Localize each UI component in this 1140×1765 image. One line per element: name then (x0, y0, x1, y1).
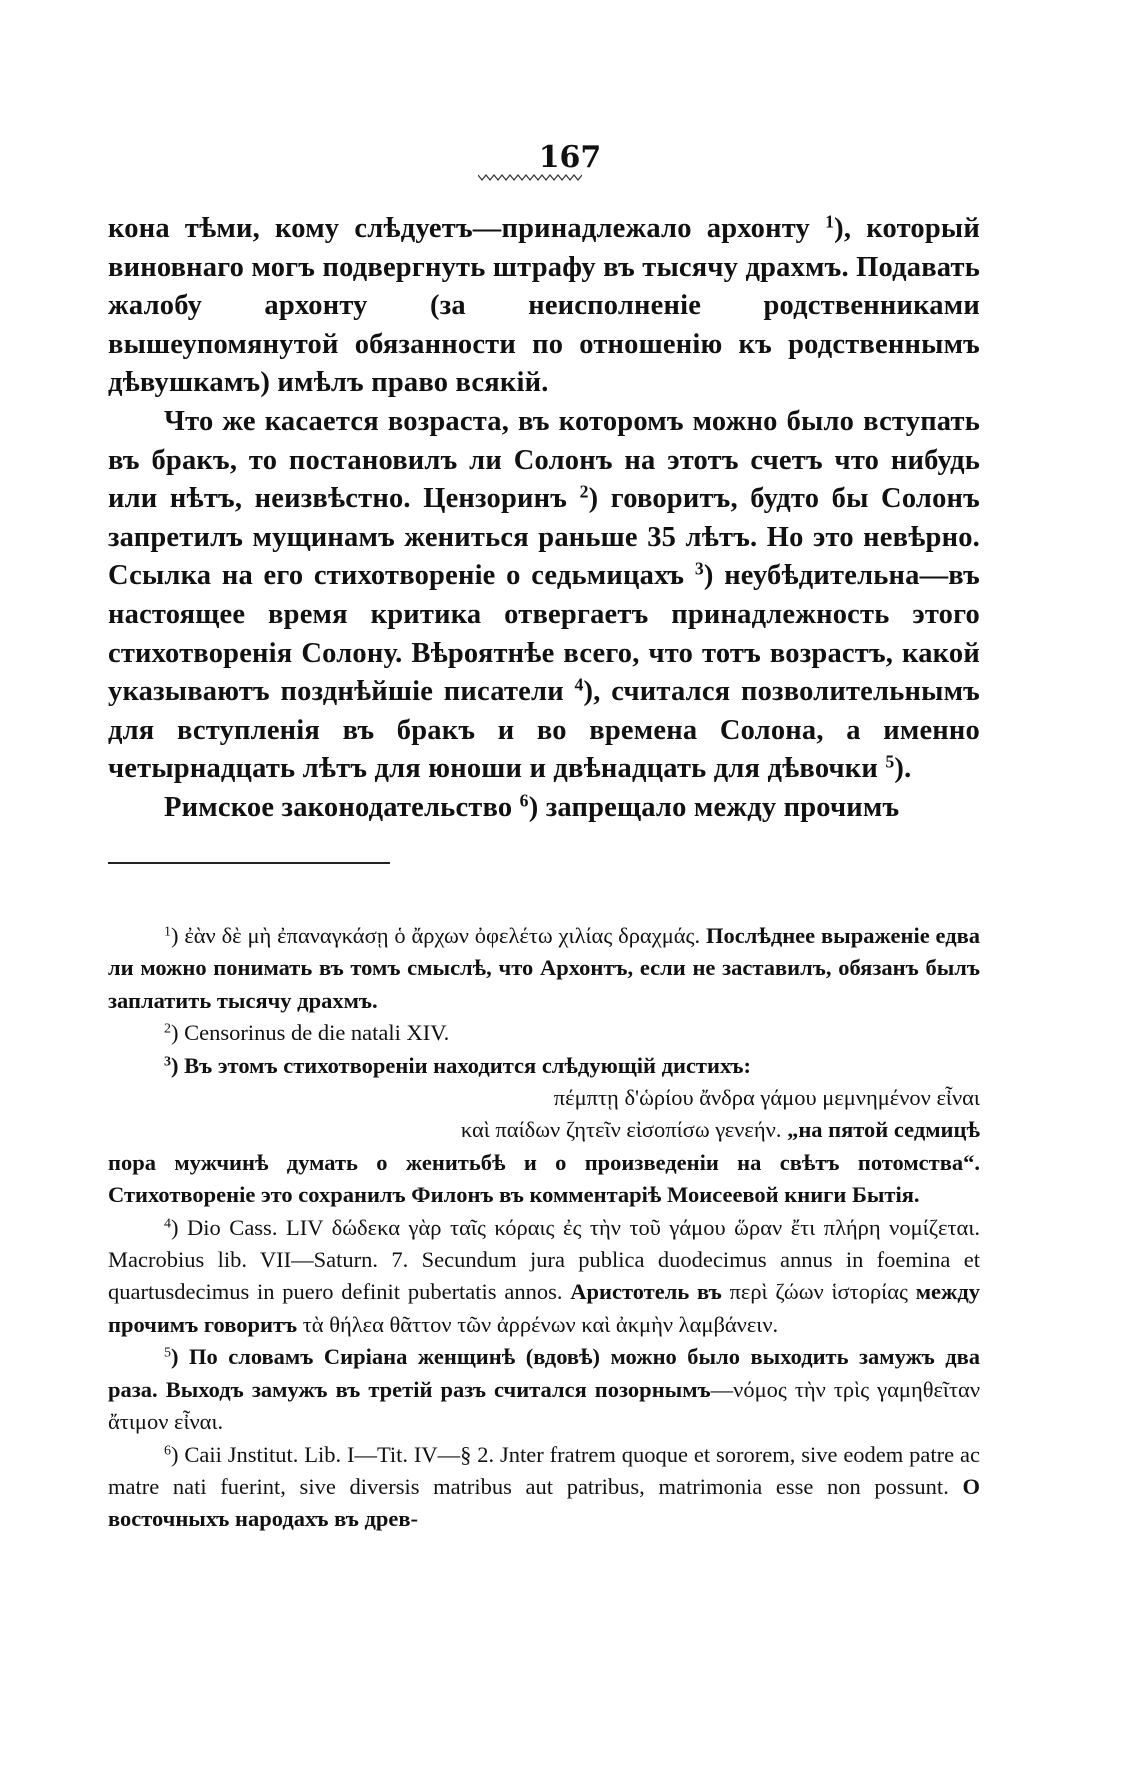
paragraph-2 (108, 403, 980, 789)
footnote-text: ) По словамъ Сиріана женщинѣ (вдовѣ) можно было выходить замужъ два раза. Выходъ замужъ въ третій разъ считался позорнымъ (108, 1344, 980, 1402)
footnote-text: между прочимъ говоритъ (108, 1279, 980, 1337)
footnote-text: Аристотель въ (570, 1279, 730, 1305)
footnote-2 (108, 1017, 980, 1049)
footnote-ref: 2 (579, 481, 589, 502)
footnote-text: Послѣднее выраженіе едва ли можно понимать въ томъ смыслѣ, что Архонтъ, если не заставилъ, обязанъ былъ заплатить тысячу драхмъ. (108, 923, 981, 1013)
footnote-text: О восточныхъ народахъ въ древ- (108, 1473, 980, 1532)
footnote-ref: 4 (574, 674, 584, 695)
footnote-mark: 6 (164, 1442, 171, 1458)
footnote-text: ) Censorinus de die natali XIV. (170, 1020, 450, 1046)
text-span: ) говоритъ, будто бы Солонъ запретилъ мущинамъ жениться раньше 35 лѣтъ. Но это невѣрно. Ссылка на его стихотвореніе о седьмицахъ (108, 483, 980, 592)
footnote-mark: 3 (164, 1053, 171, 1069)
footnote-6 (108, 1439, 980, 1536)
text-span: ), считался позволительнымъ для вступленія въ бракъ и во времена Солона, а именно четырнадцать лѣтъ для юноши и двѣнадцать для дѣвочки (108, 676, 980, 785)
footnote-mark: 5 (164, 1345, 171, 1361)
footnote-ref: 5 (885, 751, 895, 772)
footnote-text: ) ἐὰν δὲ μὴ ἐπαναγκάσῃ ὁ ἄρχων ὀφελέτω χιλίας δραχμάς. (170, 923, 706, 948)
page-number-ornament (478, 172, 582, 182)
text-span: ) неубѣдительна—въ настоящее время критика отвергаетъ принадлежность этого стихотворенія Солону. Вѣроятнѣе всего, что тотъ возрастъ, какой указываютъ позднѣйшіе писатели (108, 560, 980, 708)
footnote-3-cont: пора мужчинѣ думать о женитьбѣ и о произведеніи на свѣтъ потомства“. Стихотвореніе это сохранилъ Филонъ въ комментаріѣ Моисеевой книги Бытія. (108, 1149, 980, 1208)
footnote-text: ) Въ этомъ стихотвореніи находится слѣдующій дистихъ: (170, 1052, 751, 1078)
footnote-divider (108, 862, 390, 864)
footnote-text: τὰ θήλεα θᾶττον τῶν ἀρρένων καὶ ἀκμὴν λαμβάνειν. (302, 1311, 779, 1337)
verse-text: καὶ παίδων ζητεῖν εἰσοπίσω γενεήν. (460, 1117, 788, 1143)
paragraph-1 (108, 210, 980, 403)
page-number: 167 (538, 140, 602, 175)
footnote-ref: 1 (825, 211, 835, 232)
text-span: ) запрещало между прочимъ (528, 791, 900, 823)
text-span: ), который виновнаго могъ подвергнуть штрафу въ тысячу драхмъ. Подавать жалобу архонту (за неисполненіе родственниками вышеупомянутой обязанности по отношенію къ родственнымъ дѣвушкамъ) имѣлъ право всякій. (108, 213, 980, 399)
footnote-1 (108, 920, 980, 1017)
footnote-mark: 1 (164, 924, 171, 940)
text-span: Что же касается возраста, въ которомъ можно было вступать въ бракъ, то постановилъ ли Солонъ на этотъ счетъ что нибудь или нѣтъ, неизвѣстно. Цензоринъ (108, 405, 980, 515)
footnote-4 (108, 1212, 980, 1342)
footnote-ref: 6 (519, 790, 529, 811)
text-span: Римское законодательство (164, 791, 520, 823)
footnotes (108, 920, 980, 1536)
main-text (108, 210, 980, 828)
paragraph-3 (108, 789, 980, 828)
footnote-text: περὶ ζώων ἱστορίας (729, 1279, 916, 1305)
footnote-text: ) Caii Jnstitut. Lib. I—Tit. IV—§ 2. Jnter fratrem quoque et sororem, sive eodem patre ac matre nati fuerint, sive diversis matribus aut patribus, matrimonia esse non possunt. (108, 1441, 980, 1499)
text-span: ). (894, 753, 912, 785)
verse-line-2 (108, 1114, 980, 1146)
footnote-5 (108, 1341, 980, 1438)
verse-line-1: πέμπτῃ δ'ὡρίου ἄνδρα γάμου μεμνημένον εἶναι (553, 1085, 980, 1111)
footnote-ref: 3 (694, 558, 704, 579)
footnote-mark: 4 (164, 1215, 171, 1231)
footnote-3 (108, 1050, 980, 1082)
footnote-mark: 2 (164, 1021, 171, 1037)
footnote-text: ) Dio Cass. LIV δώδεκα γὰρ ταῖς κόραις ἐς τὴν τοῦ γάμου ὥραν ἔτι πλήρη νομίζεται. Macrobius lib. VII—Saturn. 7. Secundum jura publica duodecimus annus in foemina et quartusdecimus in puero definit pubertatis annos. (108, 1214, 980, 1305)
footnote-text: —νόμος τὴν τρὶς γαμηθεῖταν ἄτιμον εἶναι. (108, 1376, 980, 1435)
verse-translation: „на пятой седмицѣ (787, 1117, 980, 1143)
text-span: кона тѣми, кому слѣдуетъ—принадлежало архонту (108, 213, 826, 244)
